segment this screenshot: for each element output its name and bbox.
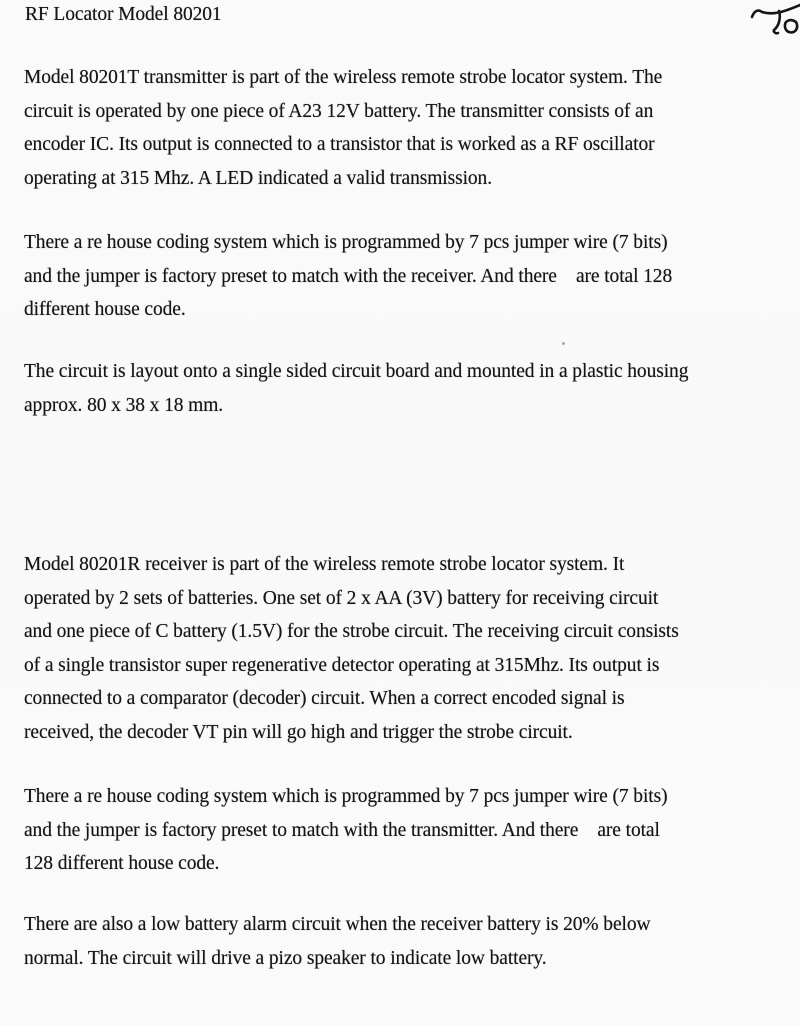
text-line: of a single transistor super regenerative detector operating at 315Mhz. Its output is	[24, 654, 660, 676]
text-line: circuit is operated by one piece of A23 12V battery. The transmitter consists of an	[24, 100, 654, 122]
text-line: Model 80201T transmitter is part of the wireless remote strobe locator system. The	[24, 67, 663, 88]
text-line: normal. The circuit will drive a pizo speaker to indicate low battery.	[24, 947, 547, 969]
text-line: and one piece of C battery (1.5V) for the strobe circuit. The receiving circuit consists	[24, 621, 679, 642]
text-line: Model 80201R receiver is part of the wireless remote strobe locator system. It	[24, 554, 625, 575]
text-line: 128 different house code.	[24, 853, 220, 874]
paragraph-transmitter-overview	[24, 61, 800, 195]
text-line: encoder IC. Its output is connected to a transistor that is worked as a RF oscillator	[24, 134, 655, 155]
text-line: and the jumper is factory preset to match with the transmitter. And there are total	[24, 819, 660, 841]
paragraph-low-battery-alarm	[24, 908, 800, 975]
text-line: The circuit is layout onto a single sided circuit board and mounted in a plastic housing	[24, 361, 689, 382]
text-line: There a re house coding system which is programmed by 7 pcs jumper wire (7 bits)	[24, 232, 668, 253]
paragraph-transmitter-housing	[24, 355, 800, 422]
text-line: connected to a comparator (decoder) circuit. When a correct encoded signal is	[24, 688, 625, 709]
text-line: and the jumper is factory preset to match with the receiver. And there are total 128	[24, 265, 673, 287]
handwritten-mark-icon	[750, 0, 800, 42]
text-line: different house code.	[24, 299, 186, 320]
text-line: There are also a low battery alarm circuit when the receiver battery is 20% below	[24, 914, 651, 935]
scan-artifact-dot	[562, 342, 565, 345]
paragraph-receiver-house-coding	[24, 780, 800, 881]
document-title: RF Locator Model 80201	[25, 4, 222, 25]
text-line: received, the decoder VT pin will go high and trigger the strobe circuit.	[24, 721, 573, 743]
paragraph-receiver-overview	[24, 548, 800, 749]
text-line: There a re house coding system which is programmed by 7 pcs jumper wire (7 bits)	[24, 786, 668, 807]
text-line: operated by 2 sets of batteries. One set of 2 x AA (3V) battery for receiving circuit	[24, 587, 659, 609]
paragraph-transmitter-house-coding	[24, 226, 800, 327]
text-line: operating at 315 Mhz. A LED indicated a valid transmission.	[24, 167, 492, 189]
text-line: approx. 80 x 38 x 18 mm.	[24, 394, 224, 416]
